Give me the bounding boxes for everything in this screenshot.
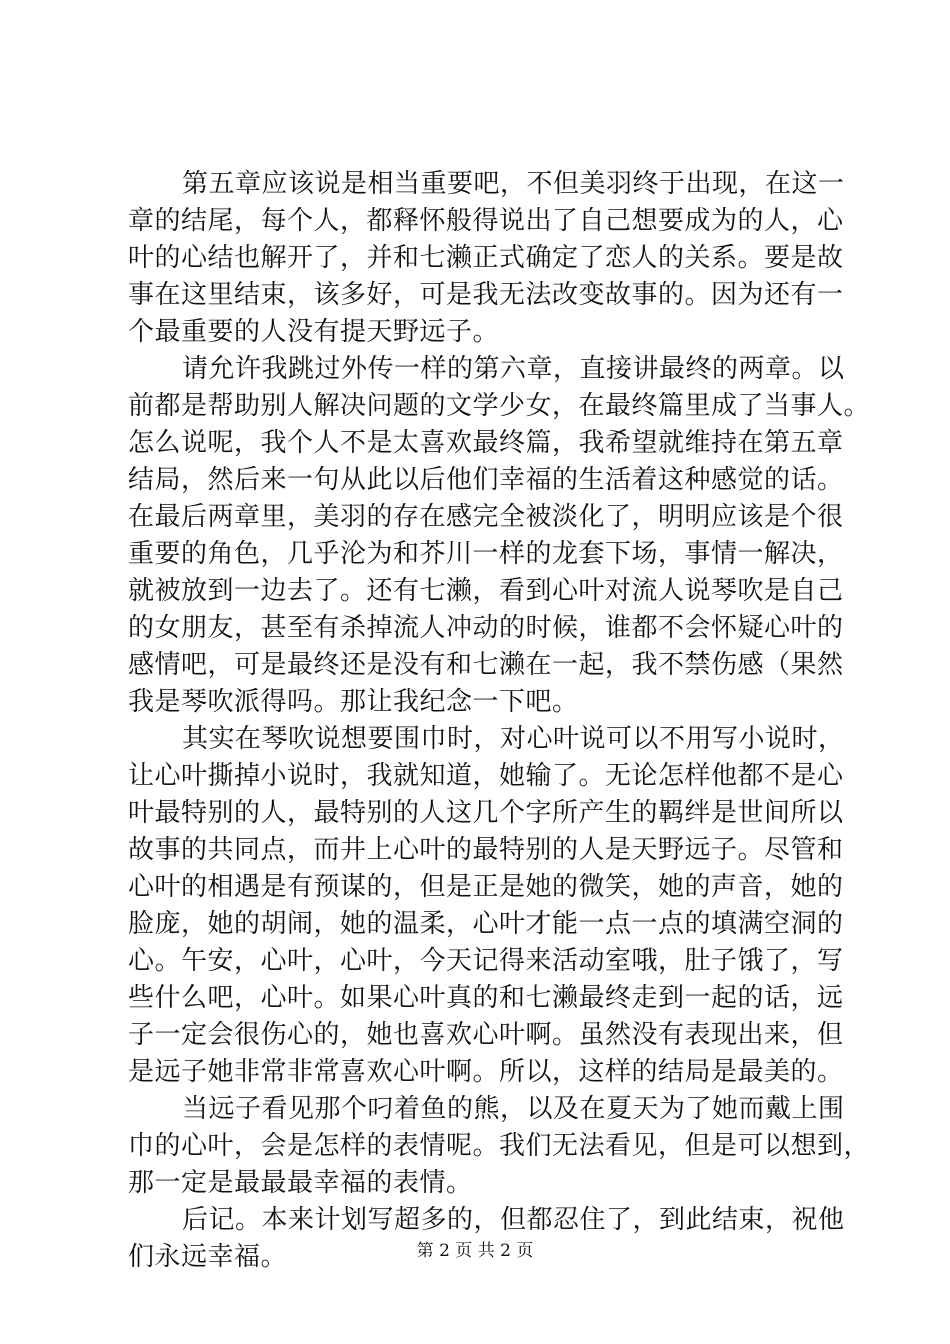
paragraph-1-line-4: 事在这里结束，该多好，可是我无法改变故事的。因为还有一 [128,280,844,310]
paragraph-4-line-2: 巾的心叶，会是怎样的表情呢。我们无法看见，但是可以想到， [128,1131,871,1161]
paragraph-4-line-1: 当远子看见那个叼着鱼的熊，以及在夏天为了她而戴上围 [182,1094,845,1124]
page-number-footer: 第 2 页 共 2 页 [416,1241,534,1261]
paragraph-2-line-10: 我是琴吹派得吗。那让我纪念一下吧。 [128,687,579,717]
paragraph-3-line-7: 心。午安，心叶，心叶，今天记得来活动室哦，肚子饿了，写 [128,946,844,976]
paragraph-1-line-5: 个最重要的人没有提天野远子。 [128,317,500,347]
paragraph-2-line-4: 结局，然后来一句从此以后他们幸福的生活着这种感觉的话。 [128,465,844,495]
paragraph-1-line-1: 第五章应该说是相当重要吧，不但美羽终于出现，在这一 [182,169,845,199]
paragraph-5-line-1: 后记。本来计划写超多的，但都忍住了，到此结束，祝他 [182,1205,845,1235]
paragraph-4-line-3: 那一定是最最最幸福的表情。 [128,1168,473,1198]
paragraph-3-line-6: 脸庞，她的胡闹，她的温柔，心叶才能一点一点的填满空洞的 [128,909,844,939]
paragraph-3-line-8: 些什么吧，心叶。如果心叶真的和七濑最终走到一起的话，远 [128,983,844,1013]
paragraph-2-line-9: 感情吧，可是最终还是没有和七濑在一起，我不禁伤感（果然 [128,650,844,680]
paragraph-2-line-3: 怎么说呢，我个人不是太喜欢最终篇，我希望就维持在第五章 [128,428,844,458]
paragraph-3-line-9: 子一定会很伤心的，她也喜欢心叶啊。虽然没有表现出来，但 [128,1020,844,1050]
paragraph-3-line-10: 是远子她非常非常喜欢心叶啊。所以，这样的结局是最美的。 [128,1057,844,1087]
paragraph-3-line-4: 故事的共同点，而井上心叶的最特别的人是天野远子。尽管和 [128,835,844,865]
paragraph-2-line-7: 就被放到一边去了。还有七濑，看到心叶对流人说琴吹是自己 [128,576,844,606]
paragraph-3-line-5: 心叶的相遇是有预谋的，但是正是她的微笑，她的声音，她的 [128,872,844,902]
paragraph-1-line-3: 叶的心结也解开了，并和七濑正式确定了恋人的关系。要是故 [128,243,844,273]
paragraph-1-line-2: 章的结尾，每个人，都释怀般得说出了自己想要成为的人，心 [128,206,844,236]
paragraph-2-line-1: 请允许我跳过外传一样的第六章，直接讲最终的两章。以 [182,354,845,384]
paragraph-2-line-2: 前都是帮助别人解决问题的文学少女，在最终篇里成了当事人。 [128,391,871,421]
document-body [128,166,871,1276]
paragraph-2-line-5: 在最后两章里，美羽的存在感完全被淡化了，明明应该是个很 [128,502,844,532]
paragraph-5-line-2: 们永远幸福。 [128,1242,288,1272]
paragraph-3-line-3: 叶最特别的人，最特别的人这几个字所产生的羁绊是世间所以 [128,798,844,828]
paragraph-3-line-1: 其实在琴吹说想要围巾时，对心叶说可以不用写小说时， [182,724,845,754]
paragraph-2-line-6: 重要的角色，几乎沦为和芥川一样的龙套下场，事情一解决， [128,539,844,569]
paragraph-3-line-2: 让心叶撕掉小说时，我就知道，她输了。无论怎样他都不是心 [128,761,844,791]
paragraph-2-line-8: 的女朋友，甚至有杀掉流人冲动的时候，谁都不会怀疑心叶的 [128,613,844,643]
